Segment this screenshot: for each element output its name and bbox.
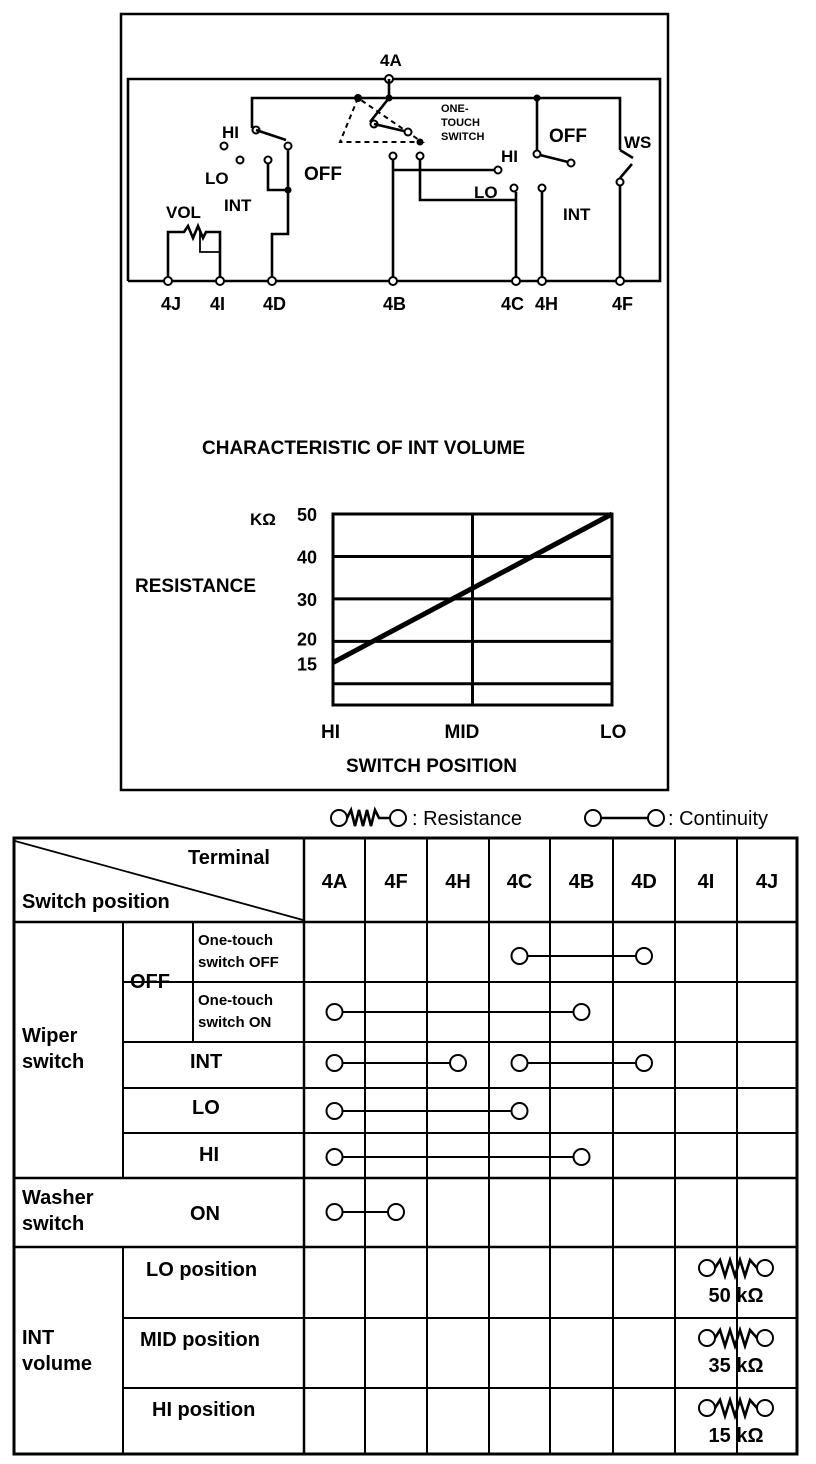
terminal-header-4b: 4B (568, 871, 595, 893)
resistance-value: 50 kΩ (708, 1285, 764, 1307)
terminal-label-4b: 4B (383, 294, 407, 314)
terminal-node-4c (512, 277, 520, 285)
legend-continuity-symbol (585, 810, 664, 826)
terminal-label-4d: 4D (263, 294, 287, 314)
mid-position-label: MID position (140, 1329, 260, 1351)
terminal-label-4h: 4H (535, 294, 559, 314)
terminal-node-4i (216, 277, 224, 285)
legend-continuity-text: : Continuity (668, 808, 769, 830)
washer-on-label: ON (190, 1203, 220, 1225)
resistance-value: 15 kΩ (708, 1425, 764, 1447)
int-label: INT (190, 1051, 223, 1073)
chart-y-label: RESISTANCE (135, 576, 257, 597)
hi-label: HI (199, 1144, 219, 1166)
washer-switch-label: Washer switch (22, 1187, 94, 1235)
resistance-chart (297, 505, 626, 743)
right-off-label: OFF (549, 126, 587, 147)
terminal-table (14, 838, 797, 1454)
chart-xtick-label: MID (444, 722, 480, 743)
header-switch-position: Switch position (22, 891, 170, 913)
continuity-int-4c-4d (512, 1055, 653, 1071)
legend (331, 808, 768, 830)
svg-text:TOUCH: TOUCH (441, 117, 480, 129)
continuity-one-touch-off-4c-4d (512, 948, 653, 964)
left-off-label: OFF (304, 164, 342, 185)
lo-position-label: LO position (146, 1259, 258, 1281)
chart-ytick-label: 30 (297, 589, 318, 610)
chart-ytick-label: 50 (297, 505, 318, 525)
left-hi-label: HI (222, 123, 239, 142)
terminal-label-4i: 4I (210, 294, 226, 314)
circuit-diagram (128, 51, 660, 314)
svg-text:SWITCH: SWITCH (441, 131, 485, 143)
legend-resistance-text: : Resistance (412, 808, 523, 830)
resistance-value: 35 kΩ (708, 1355, 764, 1377)
legend-resistance-symbol (331, 810, 406, 826)
terminal-label-4f: 4F (612, 294, 634, 314)
terminal-header-4j: 4J (755, 871, 779, 893)
chart-title: CHARACTERISTIC OF INT VOLUME (202, 438, 525, 459)
int-volume-label: INT volume (22, 1327, 93, 1375)
one-touch-label: ONE- (441, 103, 469, 115)
one-touch-off-label: One-touch switch OFF (198, 932, 279, 971)
terminal-node-4h (538, 277, 546, 285)
left-lo-label: LO (205, 169, 229, 188)
chart-ytick-label: 40 (297, 547, 318, 568)
chart-ytick-label: 20 (297, 629, 318, 650)
terminal-header-4i: 4I (697, 871, 715, 893)
wiper-switch-label: Wiper switch (22, 1025, 85, 1073)
chart-x-label: SWITCH POSITION (346, 756, 517, 777)
terminal-header-4d: 4D (631, 871, 657, 893)
terminal-header-4a: 4A (321, 871, 348, 893)
terminal-node-4f (616, 277, 624, 285)
terminal-header-4f: 4F (384, 871, 408, 893)
right-hi-label: HI (501, 147, 518, 166)
terminal-header-4c: 4C (506, 871, 533, 893)
terminal-label-4c: 4C (501, 294, 525, 314)
ws-label: WS (624, 133, 652, 152)
chart-xtick-label: HI (321, 722, 340, 743)
continuity-int-4a-4h (327, 1055, 467, 1071)
off-label: OFF (130, 971, 170, 993)
chart-y-unit: KΩ (250, 510, 276, 529)
right-int-label: INT (563, 205, 591, 224)
hi-position-label: HI position (152, 1399, 256, 1421)
table-border (14, 838, 797, 1454)
terminal-header-4h: 4H (445, 871, 471, 893)
right-lo-label: LO (474, 183, 498, 202)
terminal-node-4b (389, 277, 397, 285)
header-terminal: Terminal (188, 847, 270, 869)
vol-label: VOL (166, 203, 201, 222)
terminal-label-4j: 4J (161, 294, 182, 314)
terminal-label-4a: 4A (380, 51, 402, 70)
terminal-node-4d (268, 277, 276, 285)
terminal-node-4j (164, 277, 172, 285)
one-touch-on-label: One-touch switch ON (198, 992, 273, 1031)
chart-ytick-label: 15 (297, 654, 318, 675)
left-int-label: INT (224, 196, 252, 215)
lo-label: LO (192, 1097, 220, 1119)
chart-xtick-label: LO (600, 722, 627, 743)
